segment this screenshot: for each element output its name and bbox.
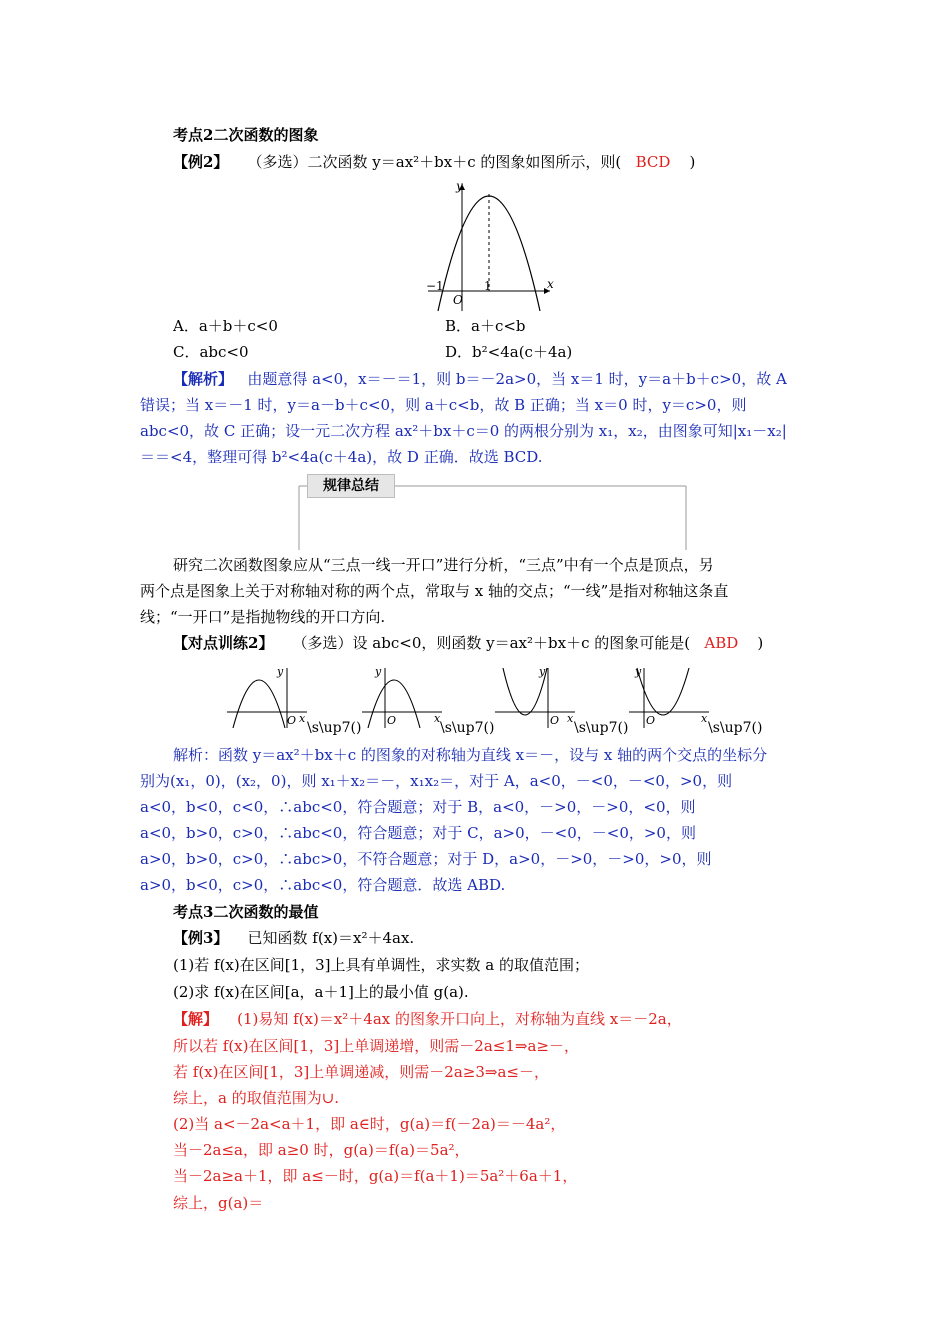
graph-option-b xyxy=(360,662,450,732)
axis-x: x xyxy=(299,712,306,725)
option-a: A．a＋b＋c<0 xyxy=(173,317,278,335)
rule-summary-title: 规律总结 xyxy=(307,474,395,498)
training-analysis-2: 别为(x₁，0)，(x₂，0)，则 x₁＋x₂＝－，x₁x₂＝，对于 A，a<0，－<0，－<0，>0，则 xyxy=(140,772,733,790)
graph-option-d xyxy=(627,662,717,732)
training-question: （多选）设 abc<0，则函数 y＝ax²＋bx＋c 的图象可能是( xyxy=(292,634,691,652)
solution-line-4: 综上，a 的取值范围为∪. xyxy=(173,1089,340,1107)
section-label: 考点2 xyxy=(173,126,214,144)
rule-text-3: 线；“一开口”是指抛物线的开口方向. xyxy=(140,608,386,626)
section-label: 考点3 xyxy=(173,903,214,921)
graph-option-a xyxy=(225,662,315,732)
graph-caption-d: \s\up7() xyxy=(708,720,763,736)
example-question: （多选）二次函数 y＝ax²＋bx＋c 的图象如图所示，则( xyxy=(247,153,622,171)
training-tag: 【对点训练2】 xyxy=(173,634,274,652)
solution-line-7: 当－2a≥a＋1，即 a≤－时，g(a)＝f(a＋1)＝5a²＋6a＋1， xyxy=(173,1167,578,1185)
training-answer: ABD xyxy=(704,634,739,652)
solution-line-5: (2)当 a<－2a<a＋1，即 a∈时，g(a)＝f(－2a)＝－4a²， xyxy=(173,1115,566,1133)
training-analysis-1: 解析：函数 y＝ax²＋bx＋c 的图象的对称轴为直线 x＝－，设与 x 轴的两个交点的坐标分 xyxy=(173,746,768,764)
example-3-q1: (1)若 f(x)在区间[1，3]上具有单调性，求实数 a 的取值范围； xyxy=(173,956,590,974)
axis-x: x xyxy=(434,712,441,725)
solution-line-6: 当－2a≤a，即 a≥0 时，g(a)＝f(a)＝5a²， xyxy=(173,1141,470,1159)
axis-o: O xyxy=(646,714,656,727)
axis-o: O xyxy=(287,714,297,727)
example-tag: 【例2】 xyxy=(173,153,229,171)
training-2-stem xyxy=(173,633,763,653)
section-heading-2 xyxy=(173,125,318,145)
solution-line-1 xyxy=(173,1009,682,1029)
example-3-q2: (2)求 f(x)在区间[a，a＋1]上的最小值 g(a). xyxy=(173,983,469,1001)
rule-text-2: 两个点是图象上关于对称轴对称的两个点，常取与 x 轴的交点；“一线”是指对称轴这条直 xyxy=(140,582,729,600)
example-answer: BCD xyxy=(635,153,671,171)
axis-y: y xyxy=(375,665,382,678)
graph-caption-b: \s\up7() xyxy=(440,720,495,736)
example-2-stem xyxy=(173,152,695,172)
axis-x: x xyxy=(567,712,574,725)
x-label: x xyxy=(547,277,554,291)
solution-line-8: 综上，g(a)＝ xyxy=(173,1194,264,1212)
graph-option-c xyxy=(493,662,583,732)
analysis-line-4: ＝＝<4，整理可得 b²<4a(c＋4a)，故 D 正确．故选 BCD. xyxy=(140,448,543,466)
analysis-line-1 xyxy=(173,369,787,389)
parabola-graph xyxy=(418,176,558,316)
section-title: 二次函数的图象 xyxy=(213,126,319,144)
analysis-line-2: 错误；当 x＝－1 时，y＝a－b＋c<0，则 a＋c<b，故 B 正确；当 x＝0 时，y＝c>0，则 xyxy=(140,396,747,414)
option-c: C．abc<0 xyxy=(173,343,249,361)
tick-1: 1 xyxy=(484,279,492,293)
tick-neg1: −1 xyxy=(426,279,444,293)
training-analysis-3: a<0，b<0，c<0，∴abc<0，符合题意；对于 B，a<0，－>0，－>0，<0，则 xyxy=(140,798,696,816)
analysis-line-3: abc<0，故 C 正确；设一元二次方程 ax²＋bx＋c＝0 的两根分别为 x₁，x₂，由图象可知|x₁－x₂| xyxy=(140,422,787,440)
solution-line-2: 所以若 f(x)在区间[1，3]上单调递增，则需－2a≤1⇒a≥－， xyxy=(173,1037,579,1055)
graph-caption-a: \s\up7() xyxy=(307,720,362,736)
training-analysis-6: a>0，b<0，c>0，∴abc<0，符合题意．故选 ABD. xyxy=(140,876,506,894)
axis-y: y xyxy=(635,665,642,678)
rule-text-1: 研究二次函数图象应从“三点一线一开口”进行分析，“三点”中有一个点是顶点，另 xyxy=(173,556,714,574)
solution-line-3: 若 f(x)在区间[1，3]上单调递减，则需－2a≥3⇒a≤－， xyxy=(173,1063,549,1081)
section-title: 二次函数的最值 xyxy=(213,903,319,921)
axis-x: x xyxy=(701,712,708,725)
axis-o: O xyxy=(550,714,560,727)
section-heading-3 xyxy=(173,902,318,922)
solution-text: (1)易知 f(x)＝x²＋4ax 的图象开口向上，对称轴为直线 x＝－2a， xyxy=(237,1010,682,1028)
option-b: B．a＋c<b xyxy=(445,317,526,335)
example-question: 已知函数 f(x)＝x²＋4ax. xyxy=(247,929,415,947)
example-tag: 【例3】 xyxy=(173,929,229,947)
axis-y: y xyxy=(277,665,284,678)
axis-o: O xyxy=(387,714,397,727)
origin-label: O xyxy=(453,293,463,307)
training-analysis-4: a<0，b>0，c>0，∴abc<0，符合题意；对于 C，a>0，－<0，－<0，>0，则 xyxy=(140,824,696,842)
option-d: D．b²<4a(c＋4a) xyxy=(445,343,573,361)
solution-tag: 【解】 xyxy=(173,1010,219,1028)
analysis-tag: 【解析】 xyxy=(173,370,234,388)
close-paren: ) xyxy=(689,153,696,171)
graph-caption-c: \s\up7() xyxy=(574,720,629,736)
y-label: y xyxy=(456,179,463,193)
training-analysis-5: a>0，b>0，c>0，∴abc>0，不符合题意；对于 D，a>0，－>0，－>0，>0，则 xyxy=(140,850,712,868)
analysis-text: 由题意得 a<0，x＝－＝1，则 b＝－2a>0，当 x＝1 时，y＝a＋b＋c>0，故 A xyxy=(247,370,787,388)
close-paren: ) xyxy=(757,634,764,652)
axis-y: y xyxy=(539,665,546,678)
example-3-stem xyxy=(173,928,414,948)
